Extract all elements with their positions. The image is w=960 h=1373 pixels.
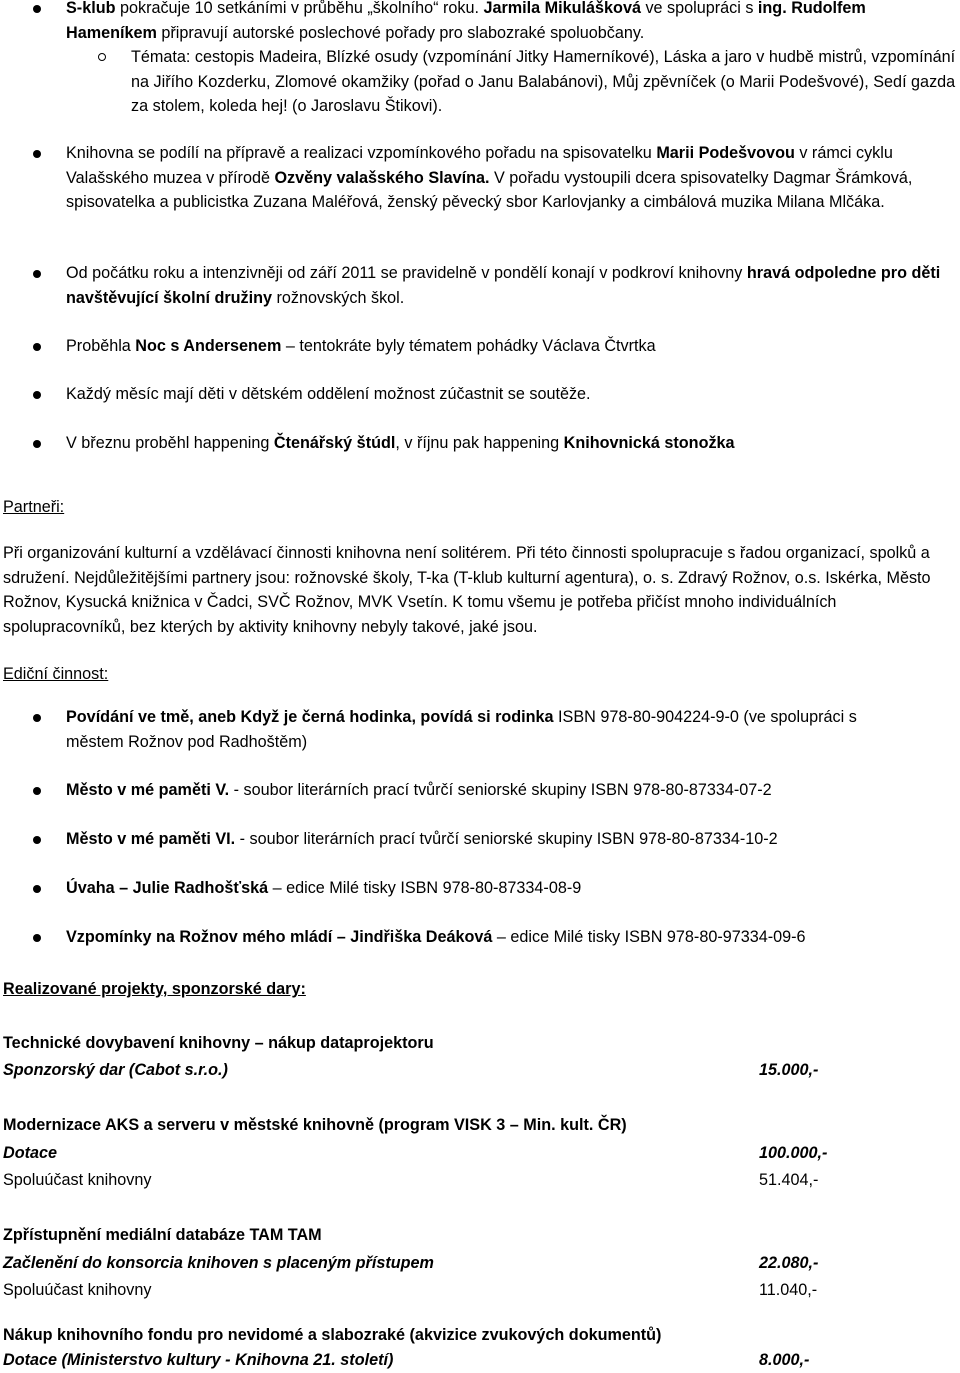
project-title: Modernizace AKS a serveru v městské knihovně (program VISK 3 – Min. kult. ČR) xyxy=(3,1116,627,1134)
row-label: Dotace xyxy=(3,1144,57,1162)
row-label: Sponzorský dar (Cabot s.r.o.) xyxy=(3,1061,228,1079)
project-row xyxy=(3,1141,863,1166)
bullet-icon xyxy=(33,440,41,448)
afternoons-paragraph: Od počátku roku a intenzivněji od září 2011 se pravidelně v pondělí konají v podkroví knihovny hravá odpoledne pro děti navštěvující školní družiny rožnovských škol. xyxy=(66,264,941,307)
project-row xyxy=(3,1168,863,1193)
bullet-icon xyxy=(33,270,41,278)
project-row xyxy=(3,1251,863,1276)
row-amount: 8.000,- xyxy=(759,1351,810,1369)
row-amount: 22.080,- xyxy=(759,1254,819,1272)
publication-item: Povídání ve tmě, aneb Když je černá hodinka, povídá si rodinka ISBN 978-80-904224-9-0 (ve spolupráci s městem Rožnov pod Radhoštěm) xyxy=(66,708,857,751)
project-row xyxy=(3,1058,863,1083)
bullet-icon xyxy=(33,5,41,13)
bullet-icon xyxy=(33,836,41,844)
row-amount: 11.040,- xyxy=(759,1281,818,1299)
publishing-heading: Ediční činnost: xyxy=(3,665,109,683)
bullet-icon xyxy=(33,714,41,722)
sklub-paragraph: S-klub pokračuje 10 setkáními v průběhu „školního“ roku. Jarmila Mikulášková ve spolupráci s ing. Rudolfem Hameníkem připravují autorské poslechové pořady pro slabozraké spoluobčany. xyxy=(66,0,866,42)
publication-item: Úvaha – Julie Radhošťská – edice Milé tisky ISBN 978-80-87334-08-9 xyxy=(66,879,582,897)
happening-paragraph: V březnu proběhl happening Čtenářský štúdl, v říjnu pak happening Knihovnická stonožka xyxy=(66,434,735,452)
row-label: Spoluúčast knihovny xyxy=(3,1171,152,1189)
bullet-icon xyxy=(33,934,41,942)
row-amount: 51.404,- xyxy=(759,1171,819,1189)
row-amount: 100.000,- xyxy=(759,1144,828,1162)
project-title: Nákup knihovního fondu pro nevidomé a slabozraké (akvizice zvukových dokumentů) xyxy=(3,1326,662,1344)
sub-bullet-icon xyxy=(98,53,106,61)
row-amount: 15.000,- xyxy=(759,1061,819,1079)
bullet-icon xyxy=(33,391,41,399)
sklub-topics: Témata: cestopis Madeira, Blízké osudy (vzpomínání Jitky Hamerníkové), Láska a jaro v hudbě mistrů, vzpomínání na Jiřího Kozderku, Zlomové okamžiky (pořad o Janu Balabánovi), Můj zpěvníček (o Marii Podešvové), Sedí gazda za stolem, koleda hej! (o Jaroslavu Štikovi). xyxy=(131,48,956,115)
bullet-icon xyxy=(33,343,41,351)
project-row xyxy=(3,1278,863,1303)
partners-heading: Partneři: xyxy=(3,498,65,516)
publication-item: Město v mé paměti VI. - soubor literárních prací tvůrčí seniorské skupiny ISBN 978-80-87334-10-2 xyxy=(66,830,778,848)
projects-heading: Realizované projekty, sponzorské dary: xyxy=(3,980,306,998)
publication-item: Vzpomínky na Rožnov mého mládí – Jindřiška Deáková – edice Milé tisky ISBN 978-80-97334-09-6 xyxy=(66,928,806,946)
publication-item: Město v mé paměti V. - soubor literárních prací tvůrčí seniorské skupiny ISBN 978-80-87334-07-2 xyxy=(66,781,772,799)
bullet-icon xyxy=(33,787,41,795)
row-label: Začlenění do konsorcia knihoven s placeným přístupem xyxy=(3,1254,434,1272)
partners-text: Při organizování kulturní a vzdělávací činnosti knihovna není solitérem. Při této činnosti spolupracuje s řadou organizací, spolků a sdružení. Nejdůležitějšími partnery jsou: rožnovské školy, T-ka (T-klub kulturní agentura), o. s. Zdravý Rožnov, o.s. Iskérka, Město Rožnov, Kysucká knižnica v Čadci, SVČ Rožnov, MVK Vsetín. K tomu všemu je potřeba přičíst mnoho individuálních spolupracovníků, bez kterých by aktivity knihovny nebyly takové, jaké jsou. xyxy=(3,544,931,636)
contests-paragraph: Každý měsíc mají děti v dětském oddělení možnost zúčastnit se soutěže. xyxy=(66,385,591,403)
project-title: Technické dovybavení knihovny – nákup dataprojektoru xyxy=(3,1034,434,1052)
bullet-icon xyxy=(33,150,41,158)
project-row xyxy=(3,1348,863,1373)
bullet-icon xyxy=(33,885,41,893)
andersen-paragraph: Proběhla Noc s Andersenem – tentokráte byly tématem pohádky Václava Čtvrtka xyxy=(66,337,656,355)
row-label: Spoluúčast knihovny xyxy=(3,1281,152,1299)
row-label: Dotace (Ministerstvo kultury - Knihovna 21. století) xyxy=(3,1351,394,1369)
project-title: Zpřístupnění mediální databáze TAM TAM xyxy=(3,1226,322,1244)
podesvova-paragraph: Knihovna se podílí na přípravě a realizaci vzpomínkového pořadu na spisovatelku Marii Podešvovou v rámci cyklu Valašského muzea v přírodě Ozvěny valašského Slavína. V pořadu vystoupili dcera spisovatelky Dagmar Šrámková, spisovatelka a publicistka Zuzana Maléřová, ženský pěvecký sbor Karlovjanky a cimbálová muzika Milana Mlčáka. xyxy=(66,144,913,211)
